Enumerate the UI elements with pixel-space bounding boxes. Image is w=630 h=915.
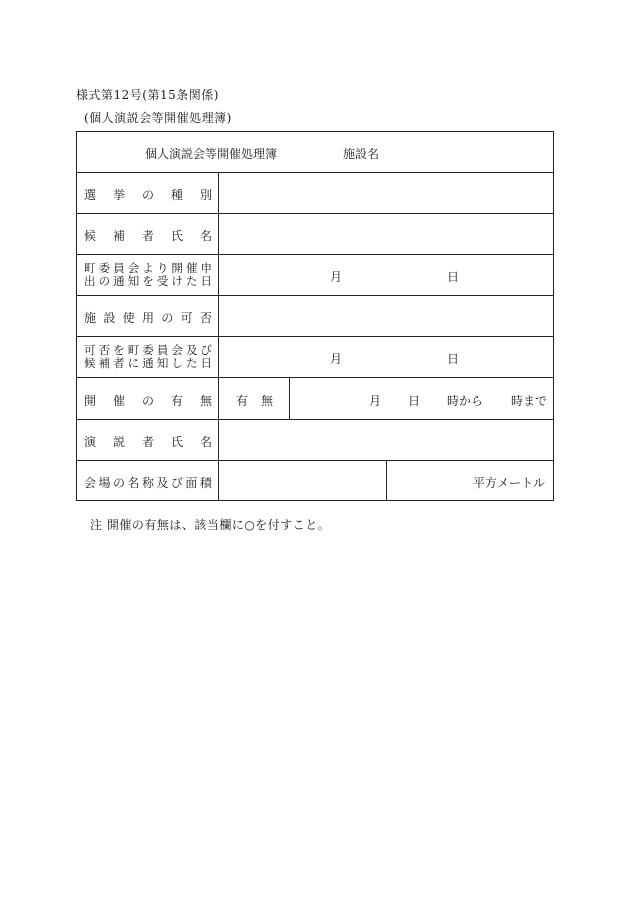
held-row <box>77 378 553 420</box>
held-from-label: 時から <box>447 394 484 408</box>
column-divider <box>218 420 219 460</box>
column-divider <box>218 173 219 213</box>
approval-notice-label: 可 否 を 町 委 員 会 及 び 候 補 者 に 通 知 し た 日 <box>84 343 212 370</box>
held-to-label: 時まで <box>511 394 548 408</box>
held-no-option[interactable]: 無 <box>261 394 274 408</box>
request-month-label: 月 <box>330 270 343 284</box>
held-day-label: 日 <box>408 394 421 408</box>
request-day-label: 日 <box>447 270 460 284</box>
column-divider <box>218 255 219 295</box>
request-notice-row <box>77 255 553 296</box>
held-month-label: 月 <box>369 394 382 408</box>
footnote: 注 開催の有無は、該当欄に○を付すこと。 <box>90 518 331 532</box>
approval-notice-row <box>77 337 553 378</box>
venue-label: 会 場 の 名 称 及 び 面 積 <box>84 476 212 490</box>
election-type-label: 選 挙 の 種 別 <box>84 188 212 202</box>
facility-use-row <box>77 296 553 337</box>
form-number-heading: 様式第12号(第15条関係) <box>76 88 219 102</box>
candidate-name-label: 候 補 者 氏 名 <box>84 229 212 243</box>
column-divider <box>386 461 387 500</box>
candidate-name-row <box>77 214 553 255</box>
venue-row <box>77 461 553 500</box>
request-notice-label: 町 委 員 会 よ り 開 催 申 出 の 通 知 を 受 け た 日 <box>84 261 212 288</box>
form-subheading: (個人演説会等開催処理簿) <box>84 111 232 125</box>
processing-form-table <box>76 131 554 501</box>
approval-day-label: 日 <box>447 352 460 366</box>
column-divider <box>218 378 219 419</box>
column-divider <box>289 378 290 419</box>
facility-use-label: 施 設 使 用 の 可 否 <box>84 311 212 325</box>
column-divider <box>218 296 219 336</box>
speaker-name-label: 演 説 者 氏 名 <box>84 435 212 449</box>
approval-month-label: 月 <box>330 352 343 366</box>
speaker-name-row <box>77 420 553 461</box>
form-title-row <box>77 132 553 173</box>
column-divider <box>218 337 219 377</box>
held-yes-option[interactable]: 有 <box>236 394 249 408</box>
column-divider <box>218 461 219 500</box>
facility-name-label: 施設名 <box>343 147 380 161</box>
held-label: 開 催 の 有 無 <box>84 394 212 408</box>
form-title: 個人演説会等開催処理簿 <box>145 147 278 161</box>
column-divider <box>218 214 219 254</box>
election-type-row <box>77 173 553 214</box>
area-unit-label: 平方メートル <box>473 476 546 490</box>
